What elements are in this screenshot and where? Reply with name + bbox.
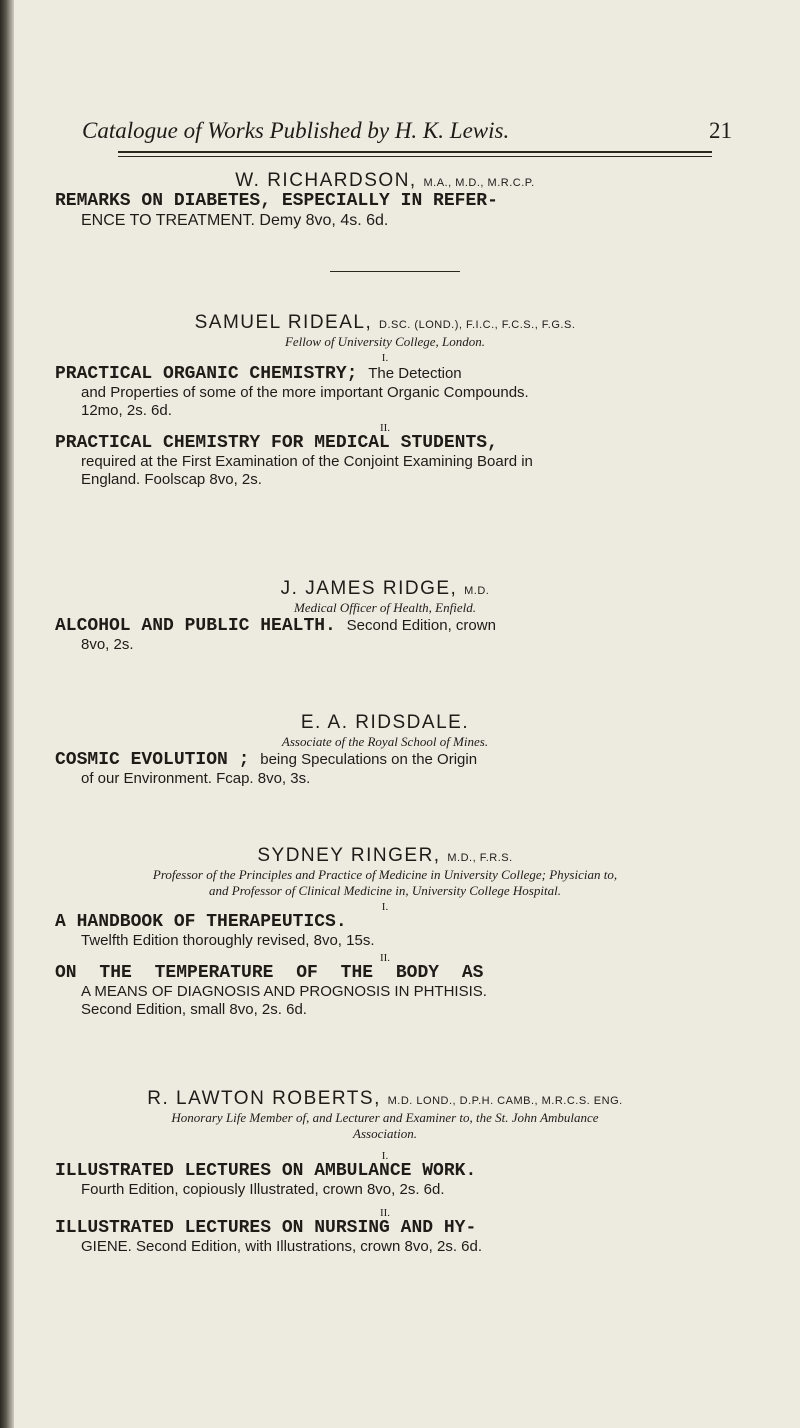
work-details: Fourth Edition, copiously Illustrated, crown 8vo, 2s. 6d. (81, 1181, 445, 1198)
work-title-cont: A MEANS OF DIAGNOSIS AND PROGNOSIS IN PHTHISIS. (81, 983, 487, 1000)
author-degrees: M.D. (464, 585, 490, 597)
author-name: SYDNEY RINGER, (257, 845, 441, 866)
work-details: Twelfth Edition thoroughly revised, 8vo, 15s. (81, 932, 375, 949)
running-header (82, 118, 732, 146)
work-number: II. (379, 952, 391, 964)
work-title: COSMIC EVOLUTION ; being Speculations on the Origin (55, 750, 478, 770)
author-degrees: M.D. LOND., D.P.H. CAMB., M.R.C.S. ENG. (387, 1095, 623, 1107)
work-details: Second Edition, small 8vo, 2s. 6d. (81, 1001, 307, 1018)
work-details: GIENE. Second Edition, with Illustrations, crown 8vo, 2s. 6d. (81, 1238, 483, 1255)
author-line (55, 312, 715, 334)
entry-rideal (55, 312, 715, 489)
work-details: and Properties of some of the more important Organic Compounds. (81, 384, 529, 401)
author-degrees: M.A., M.D., M.R.C.P. (423, 177, 535, 189)
work-title: ILLUSTRATED LECTURES ON NURSING AND HY- (55, 1218, 477, 1238)
author-name: R. LAWTON ROBERTS, (147, 1088, 381, 1109)
work-details-2: England. Foolscap 8vo, 2s. (81, 471, 262, 488)
page-number: 21 (709, 118, 732, 143)
work-details-2: 12mo, 2s. 6d. (81, 402, 172, 419)
author-line (55, 845, 715, 867)
header-title: Catalogue of Works Published by H. K. Lewis. (82, 118, 510, 143)
author-affiliation: Professor of the Principles and Practice of Medicine in University College; Physician to, (152, 867, 618, 882)
author-line (55, 578, 715, 600)
author-line (55, 170, 715, 192)
work-title-cont: ENCE TO TREATMENT. Demy 8vo, 4s. 6d. (81, 212, 389, 229)
work-title: ALCOHOL AND PUBLIC HEALTH. Second Edition, crown (55, 616, 496, 636)
author-name: SAMUEL RIDEAL, (194, 312, 373, 333)
work-details: required at the First Examination of the Conjoint Examining Board in (81, 453, 533, 470)
work-title: ON THE TEMPERATURE OF THE BODY AS (55, 963, 484, 983)
author-line (55, 1088, 715, 1110)
work-title: PRACTICAL ORGANIC CHEMISTRY; The Detection (55, 364, 462, 384)
work-title: ILLUSTRATED LECTURES ON AMBULANCE WORK. (55, 1161, 477, 1181)
author-degrees: M.D., F.R.S. (447, 852, 513, 864)
author-name: J. JAMES RIDGE, (280, 578, 458, 599)
entry-ridge (55, 578, 715, 654)
author-affiliation-2: Association. (353, 1126, 417, 1141)
entry-ridsdale (55, 712, 715, 788)
work-details: 8vo, 2s. (81, 636, 134, 653)
entry-roberts (55, 1088, 715, 1256)
entry-ringer (55, 845, 715, 1019)
author-name: W. RICHARDSON, (235, 170, 417, 191)
work-number: II. (379, 1207, 391, 1219)
separator (330, 271, 460, 272)
work-number: I. (381, 352, 389, 364)
author-affiliation: Honorary Life Member of, and Lecturer and Examiner to, the St. John Ambulance (171, 1110, 599, 1125)
work-details: Demy 8vo, 4s. 6d. (259, 212, 389, 229)
header-rule (118, 151, 712, 157)
author-name: E. A. RIDSDALE. (300, 712, 470, 733)
author-degrees: D.SC. (LOND.), F.I.C., F.C.S., F.G.S. (379, 319, 576, 331)
author-affiliation: Medical Officer of Health, Enfield. (294, 600, 476, 615)
book-spine-shadow (0, 0, 14, 1428)
work-details: of our Environment. Fcap. 8vo, 3s. (81, 770, 311, 787)
work-number: I. (381, 1150, 389, 1162)
work-title: REMARKS ON DIABETES, ESPECIALLY IN REFER- (55, 191, 498, 211)
work-title: PRACTICAL CHEMISTRY FOR MEDICAL STUDENTS, (55, 433, 498, 453)
work-number: II. (379, 422, 391, 434)
work-number: I. (381, 901, 389, 913)
author-affiliation: Fellow of University College, London. (284, 334, 486, 349)
author-affiliation-2: and Professor of Clinical Medicine in, University College Hospital. (209, 883, 561, 898)
entry-richardson (55, 170, 715, 230)
work-title: A HANDBOOK OF THERAPEUTICS. (55, 912, 347, 932)
author-affiliation: Associate of the Royal School of Mines. (281, 734, 489, 749)
